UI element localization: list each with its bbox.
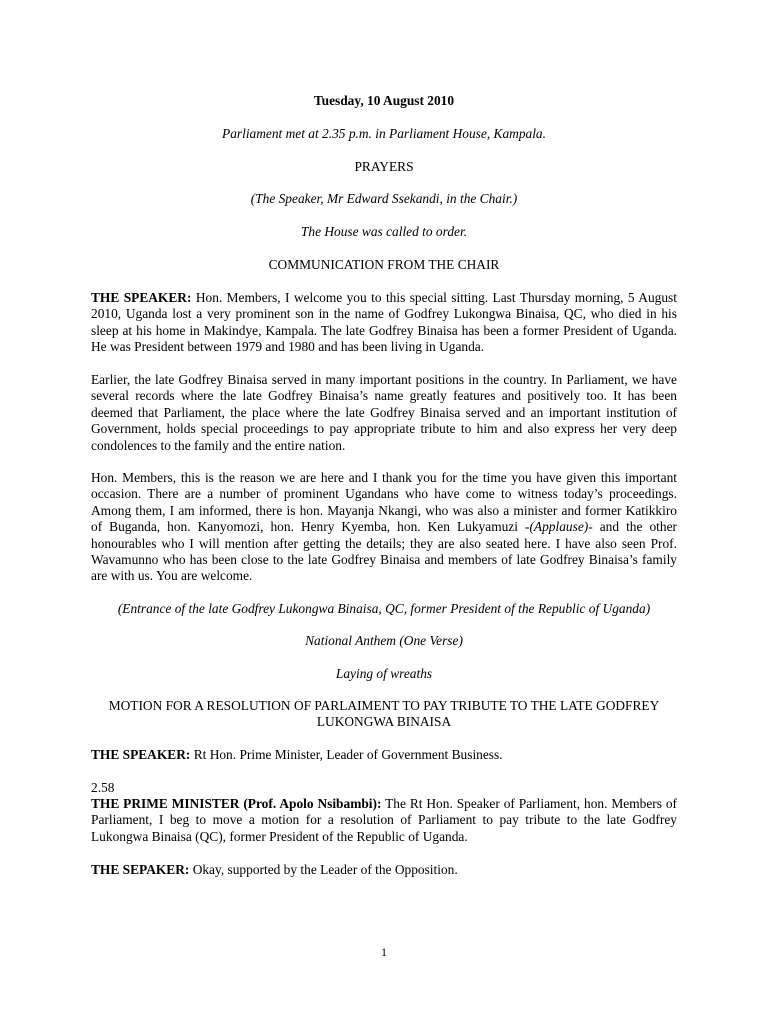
prime-minister-paragraph: [91, 796, 677, 845]
page-number: 1: [381, 945, 387, 959]
speaker-text: Rt Hon. Prime Minister, Leader of Government Business.: [190, 747, 503, 762]
prime-minister-label: THE PRIME MINISTER (Prof. Apolo Nsibambi):: [91, 796, 382, 811]
speaker-text: Okay, supported by the Leader of the Opposition.: [189, 862, 458, 877]
met-line: Parliament met at 2.35 p.m. in Parliament House, Kampala.: [222, 126, 546, 141]
paragraph-3-after: - and the other honourables who I will mention after getting the details; they are also seated here. I have also seen Prof. Wavamunno who has been close to the late Godfrey Binaisa and members of late Godfrey Binaisa’s family are with us. You are welcome.: [91, 519, 677, 584]
prayers-heading: PRAYERS: [354, 159, 414, 174]
paragraph-2: Earlier, the late Godfrey Binaisa served in many important positions in the country. In Parliament, we have several records where the late Godfrey Binaisa’s name greatly features and positively too. It has been deemed that Parliament, the place where the late Godfrey Binaisa served and an important institution of Government, holds special proceedings to pay appropriate tribute to him and also express her very deep condolences to the family and the entire nation.: [91, 372, 677, 453]
time-stamp: 2.58: [91, 780, 115, 795]
speaker-paragraph-2: [91, 747, 677, 763]
prime-minister-text: The Rt Hon. Speaker of Parliament, hon. Members of Parliament, I beg to move a motion for a resolution of Parliament to pay tribute to the late Godfrey Lukongwa Binaisa (QC), former President of the Republic of Uganda.: [91, 796, 677, 844]
speaker-label: THE SPEAKER:: [91, 290, 192, 305]
speaker-paragraph-1: [91, 290, 677, 356]
paragraph-3: [91, 470, 677, 585]
speaker-text: Hon. Members, I welcome you to this special sitting. Last Thursday morning, 5 August 2010, Uganda lost a very prominent son in the name of Godfrey Lukongwa Binaisa, QC, who died in his sleep at his home in Makindye, Kampala. The late Godfrey Binaisa has been a former President of Uganda. He was President between 1979 and 1980 and has been living in Uganda.: [91, 290, 677, 355]
communication-heading: COMMUNICATION FROM THE CHAIR: [268, 257, 500, 272]
motion-heading-line-2: LUKONGWA BINAISA: [316, 714, 452, 729]
motion-heading-line-1: MOTION FOR A RESOLUTION OF PARLAIMENT TO PAY TRIBUTE TO THE LATE GODFREY: [108, 698, 660, 713]
date-heading: Tuesday, 10 August 2010: [313, 93, 455, 108]
applause-note: (Applause): [529, 519, 589, 535]
speaker-label: THE SEPAKER:: [91, 862, 190, 877]
order-line: The House was called to order.: [300, 224, 468, 239]
anthem-note: National Anthem (One Verse): [305, 633, 463, 648]
wreaths-note: Laying of wreaths: [335, 666, 433, 681]
chair-line: (The Speaker, Mr Edward Ssekandi, in the Chair.): [250, 191, 518, 206]
speaker-paragraph-3: [91, 862, 677, 878]
speaker-label: THE SPEAKER:: [91, 747, 191, 762]
entrance-note: (Entrance of the late Godfrey Lukongwa Binaisa, QC, former President of the Republic of Uganda): [117, 601, 651, 616]
paragraph-3-before: Hon. Members, this is the reason we are here and I thank you for the time you have given this important occasion. There are a number of prominent Ugandans who have come to witness today’s proceedings. Among them, I am informed, there is hon. Mayanja Nkangi, who was also a minister and former Katikkiro of Buganda, hon. Kanyomozi, hon. Henry Kyemba, hon. Ken Lukyamuzi -: [91, 470, 677, 535]
